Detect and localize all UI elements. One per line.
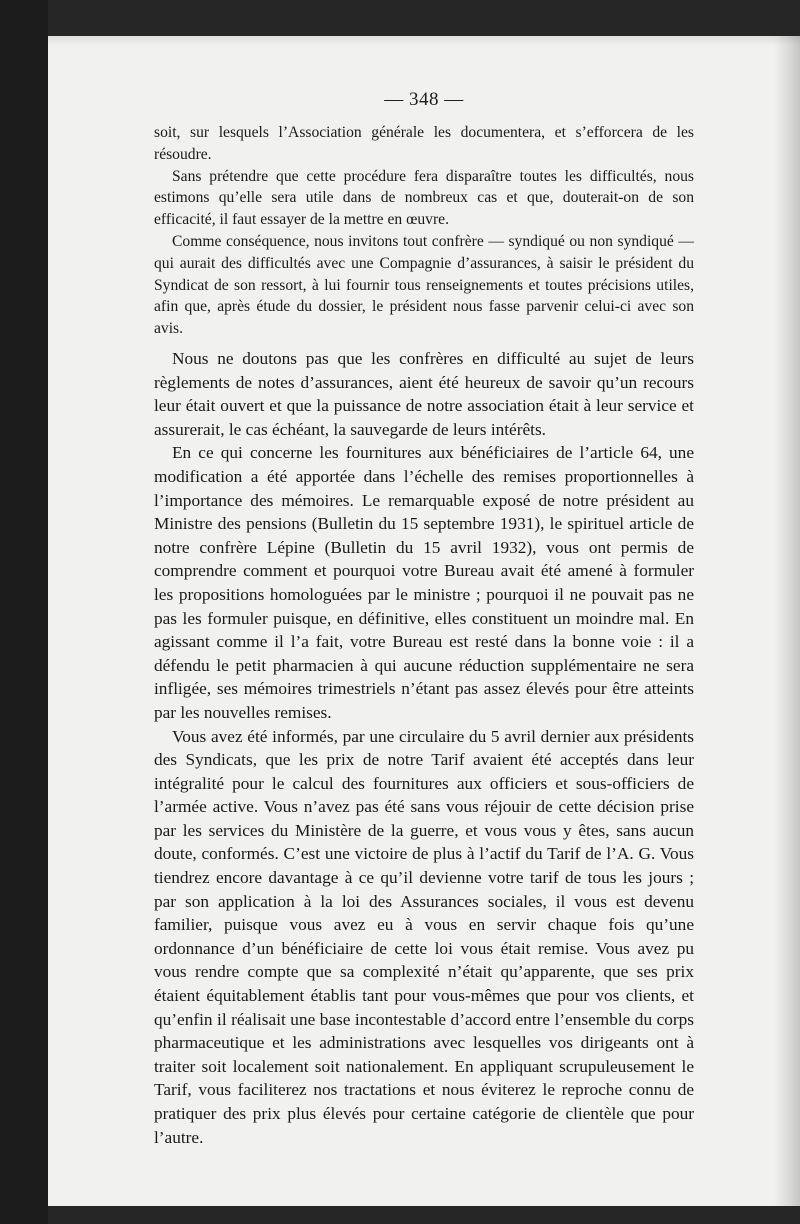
body-paragraph-2: En ce qui concerne les fournitures aux bénéficiaires de l’article 64, une modification a été apportée dans l’échelle des remises proportionnelles à l’importance des mémoires. Le remarquable exposé de notre président au Ministre des pensions (Bulletin du 15 septembre 1931), le spirituel article de notre confrère Lépine (Bulletin du 15 avril 1932), vous ont permis de comprendre comment et pourquoi votre Bureau avait été amené à formuler les propositions homologuées par le ministre ; pourquoi il ne pouvait pas ne pas les formuler puisque, en définitive, elles constituent un moindre mal. En agissant comme il l’a fait, votre Bureau est resté dans la bonne voie : il a défendu le petit pharmacien à qui aucune réduction supplémentaire ne sera infligée, ses mémoires trimestriels n’étant pas assez élevés pour être atteints par les nouvelles remises.: [154, 443, 694, 722]
body-text-block: [154, 347, 694, 1149]
body-paragraph-3: Vous avez été informés, par une circulaire du 5 avril dernier aux présidents des Syndicats, que les prix de notre Tarif avaient été acceptés dans leur intégralité pour le calcul des fournitures aux officiers et sous-officiers de l’armée active. Vous n’avez pas été sans vous réjouir de cette décision prise par les services du Ministère de la guerre, et vous vous y êtes, sans aucun doute, conformés. C’est une victoire de plus à l’actif du Tarif de l’A. G. Vous tiendrez encore davantage à ce qu’il devienne votre tarif de tous les jours ; par son application à la loi des Assurances sociales, il vous est devenu familier, puisque vous avez eu à vous en servir chaque fois qu’une ordonnance d’un bénéficiaire de cette loi vous était remise. Vous avez pu vous rendre compte que sa complexité n’était qu’apparente, que ses prix étaient équitablement établis tant pour vous-mêmes que pour vos clients, et qu’enfin il réalisait une base incontestable d’accord entre l’ensemble du corps pharmaceutique et les administrations avec lesquelles vos dirigeants ont à traiter soit localement soit nationalement. En appliquant scrupuleusement le Tarif, vous faciliterez nos tractations et nous éviterez le reproche connu de pratiquer des prix plus élevés pour certaine catégorie de clientèle que pour l’autre.: [154, 726, 694, 1147]
body-paragraph-1: Nous ne doutons pas que les confrères en difficulté au sujet de leurs règlements de notes d’assurances, aient été heureux de savoir qu’un recours leur était ouvert et que la puissance de notre association était à leur service et assurerait, le cas échéant, la sauvegarde de leurs intérêts.: [154, 349, 694, 439]
intro-paragraph-3: Comme conséquence, nous invitons tout confrère — syndiqué ou non syndiqué — qui aurait des difficultés avec une Compagnie d’assurances, à saisir le président du Syndicat de son ressort, à lui fournir tous renseignements et toutes précisions utiles, afin que, après étude du dossier, le président nous fasse parvenir celui-ci avec son avis.: [154, 232, 694, 338]
document-page: [48, 36, 800, 1206]
scan-background-edge: [0, 0, 48, 1224]
intro-text-block: [154, 122, 694, 340]
page-right-shadow: [774, 36, 800, 1206]
page-number: — 348 —: [384, 89, 464, 110]
intro-paragraph-1: soit, sur lesquels l’Association générale les documentera, et s’efforcera de les résoudre.: [154, 124, 694, 163]
intro-paragraph-2: Sans prétendre que cette procédure fera disparaître toutes les difficultés, nous estimons qu’elle sera utile dans de nombreux cas et que, douterait-on de son efficacité, il faut essayer de la mettre en œuvre.: [154, 167, 694, 229]
page-top-shadow: [48, 36, 800, 46]
